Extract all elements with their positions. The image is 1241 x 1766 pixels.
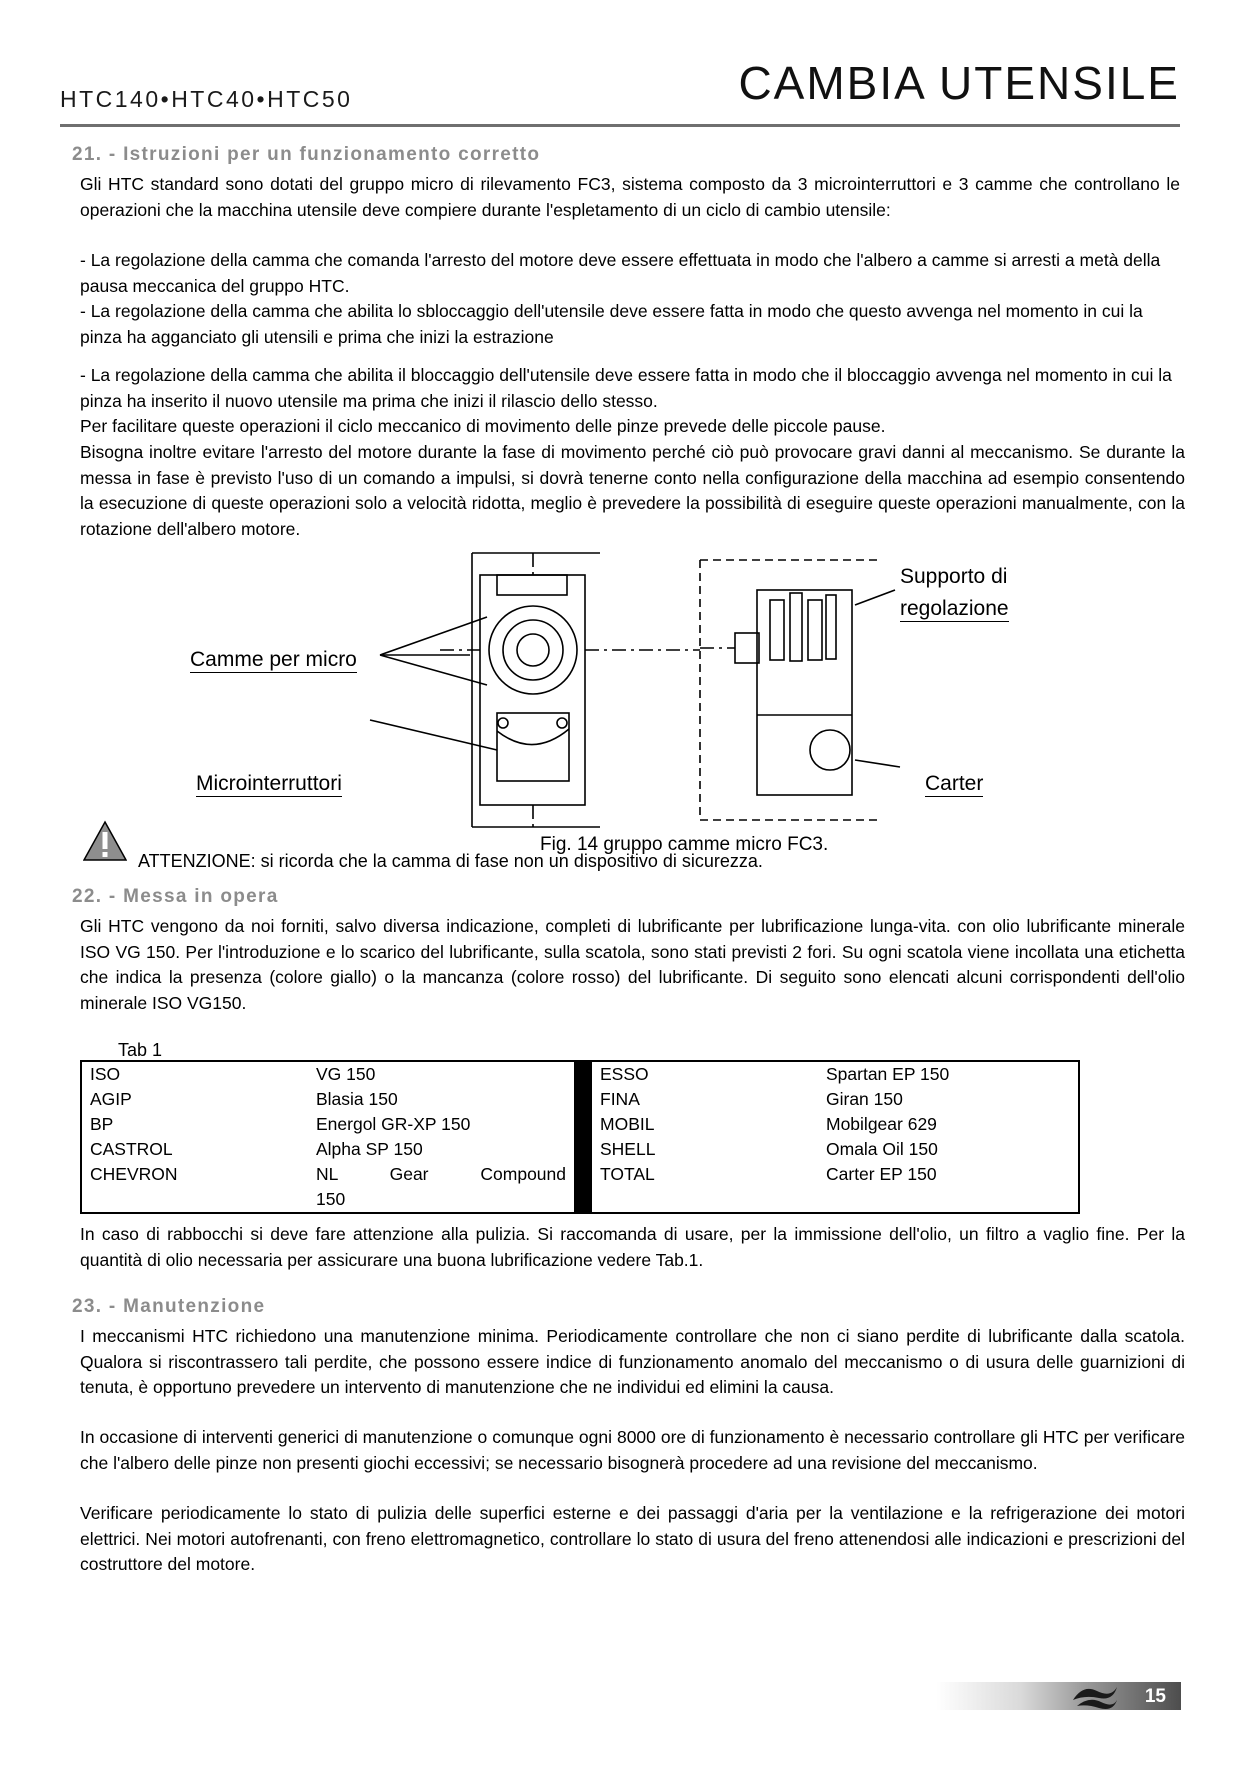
table-row: [82, 1137, 1078, 1162]
figure-caption: Fig. 14 gruppo camme micro FC3.: [540, 834, 829, 855]
section-21-paragraph-6: Bisogna inoltre evitare l'arresto del motore durante la fase di movimento perché ciò può provocare gravi danni al meccanismo. Se durante la messa in fase è previsto l'uso di un comando a impulsi, si dovrà tenerne conto nella configurazione della macchina ad esempio consentendo la esecuzione di queste operazioni solo a velocità ridotta, meglio è prevedere la possibilità di eseguire queste operazioni manualmente, con la rotazione dell'albero motore.: [80, 442, 1185, 539]
company-logo-icon: [1069, 1680, 1121, 1714]
figure-14-drawing: [0, 545, 1241, 845]
cell-product-right: Giran 150: [826, 1089, 903, 1109]
cell-product-right: Spartan EP 150: [826, 1064, 950, 1084]
cell-product-right: Carter EP 150: [826, 1164, 937, 1184]
table-column-divider: [574, 1187, 592, 1212]
cell-product-left: 150: [316, 1189, 346, 1209]
cell-brand-left: CHEVRON: [90, 1164, 178, 1184]
table-title: Tab 1: [118, 1040, 163, 1060]
cell-brand-right: SHELL: [600, 1139, 656, 1159]
cell-product-left: Energol GR-XP 150: [316, 1114, 471, 1134]
cell-brand-right: [592, 1187, 818, 1212]
section-heading-23: 23. - Manutenzione: [72, 1296, 266, 1317]
section-heading-21: 21. - Istruzioni per un funzionamento corretto: [72, 144, 541, 165]
section-22-paragraph-1: Gli HTC vengono da noi forniti, salvo diversa indicazione, completi di lubrificante per lubrificazione lunga-vita. con olio lubrificante minerale ISO VG 150. Per l'introduzione e lo scarico del lubrificante, sulla scatola, sono stati previsti 2 fori. Su ogni scatola viene incollata una etichetta che indica la presenza (colore giallo) o la mancanza (colore rosso) del lubrificante. Di seguito sono elencati alcuni corrispondenti dell'olio minerale ISO VG150.: [80, 916, 1185, 1013]
cell-product-left: NL Gear Compound: [316, 1164, 566, 1184]
cell-brand-left: [82, 1187, 308, 1212]
cell-brand-right: ESSO: [600, 1064, 649, 1084]
section-23-paragraph-3: Verificare periodicamente lo stato di pulizia delle superfici esterne e dei passaggi d'aria per la ventilazione e la refrigerazione dei motori elettrici. Nei motori autofrenanti, con freno elettromagnetico, controllare lo stato di usura del freno attenendosi alle indicazioni e prescrizioni del costruttore del motore.: [80, 1503, 1185, 1574]
page-header: [60, 57, 1180, 120]
cell-product-left: Blasia 150: [316, 1089, 398, 1109]
section-21-paragraph-1: Gli HTC standard sono dotati del gruppo micro di rilevamento FC3, sistema composto da 3 microinterruttori e 3 camme che controllano le operazioni che la macchina utensile deve compiere durante l'espletamento di un ciclo di cambio utensile:: [80, 174, 1180, 220]
cell-product-left: VG 150: [316, 1064, 376, 1084]
section-heading-22: 22. - Messa in opera: [72, 886, 279, 907]
section-23-paragraph-2: In occasione di interventi generici di manutenzione o comunque ogni 8000 ore di funzionamento è necessario controllare gli HTC per verificare che l'albero delle pinze non presenti giochi eccessivi; se necessario bisognerà procedere ad una revisione del meccanismo.: [80, 1427, 1185, 1473]
figure-label-carter: Carter: [925, 772, 984, 795]
table-row: [82, 1162, 1078, 1187]
table-column-divider: [574, 1112, 592, 1137]
header-model-codes: HTC140•HTC40•HTC50: [60, 86, 353, 112]
cell-product-right: Omala Oil 150: [826, 1139, 938, 1159]
section-23-paragraph-1: I meccanismi HTC richiedono una manutenzione minima. Periodicamente controllare che non ci siano perdite di lubrificante dalla scatola. Qualora si riscontrassero tali perdite, che possono essere indice di funzionamento anomalo del meccanismo o di usura delle guarnizioni di tenuta, è opportuno prevedere un intervento di manutenzione che ne individui ed elimini la causa.: [80, 1326, 1185, 1397]
cell-brand-right: MOBIL: [600, 1114, 655, 1134]
section-21-paragraph-4: - La regolazione della camma che abilita il bloccaggio dell'utensile deve essere fatta in modo che il bloccaggio avvenga nel momento in cui la pinza ha inserito il nuovo utensile ma prima che inizi il rilascio dello stesso.: [80, 365, 1172, 411]
page-title: CAMBIA UTENSILE: [738, 57, 1180, 109]
cell-brand-right: TOTAL: [600, 1164, 655, 1184]
table-column-divider: [574, 1087, 592, 1112]
section-21-paragraph-5: Per facilitare queste operazioni il ciclo meccanico di movimento delle pinze prevede delle piccole pause.: [80, 416, 886, 436]
section-21-paragraph-2: - La regolazione della camma che comanda l'arresto del motore deve essere effettuata in modo che l'albero a camme si arresti a metà della pausa meccanica del gruppo HTC.: [80, 250, 1161, 296]
header-divider: [60, 124, 1180, 127]
table-column-divider: [574, 1062, 592, 1087]
page-number: 15: [1144, 1686, 1166, 1707]
cell-brand-left: AGIP: [90, 1089, 132, 1109]
table-column-divider: [574, 1162, 592, 1187]
table-row: [82, 1062, 1078, 1087]
cell-product-left: Alpha SP 150: [316, 1139, 423, 1159]
warning-text: ATTENZIONE: si ricorda che la camma di fase non un dispositivo di sicurezza.: [138, 851, 763, 871]
cell-brand-right: FINA: [600, 1089, 640, 1109]
oil-equivalents-table: [80, 1060, 1080, 1214]
cell-product-right: [818, 1187, 1078, 1212]
figure-label-supporto-line1: Supporto di: [900, 565, 1008, 588]
cell-brand-left: ISO: [90, 1064, 121, 1084]
cell-product-right: Mobilgear 629: [826, 1114, 937, 1134]
table-column-divider: [574, 1137, 592, 1162]
cell-brand-left: BP: [90, 1114, 114, 1134]
figure-label-supporto-line2: regolazione: [900, 597, 1009, 620]
figure-label-microinterruttori: Microinterruttori: [196, 772, 342, 795]
table-row: [82, 1087, 1078, 1112]
section-22-paragraph-2: In caso di rabbocchi si deve fare attenzione alla pulizia. Si raccomanda di usare, per la immissione dell'olio, un filtro a vaglio fine. Per la quantità di olio necessaria per assicurare una buona lubrificazione vedere Tab.1.: [80, 1224, 1185, 1270]
cell-brand-left: CASTROL: [90, 1139, 173, 1159]
table-row: [82, 1112, 1078, 1137]
figure-label-camme: Camme per micro: [190, 648, 357, 671]
table-row: [82, 1187, 1078, 1212]
section-21-paragraph-3: - La regolazione della camma che abilita lo sbloccaggio dell'utensile deve essere fatta in modo che questo avvenga nel momento in cui la pinza ha agganciato gli utensili e prima che inizi la estrazione: [80, 301, 1143, 347]
warning-triangle-icon: [83, 820, 127, 862]
